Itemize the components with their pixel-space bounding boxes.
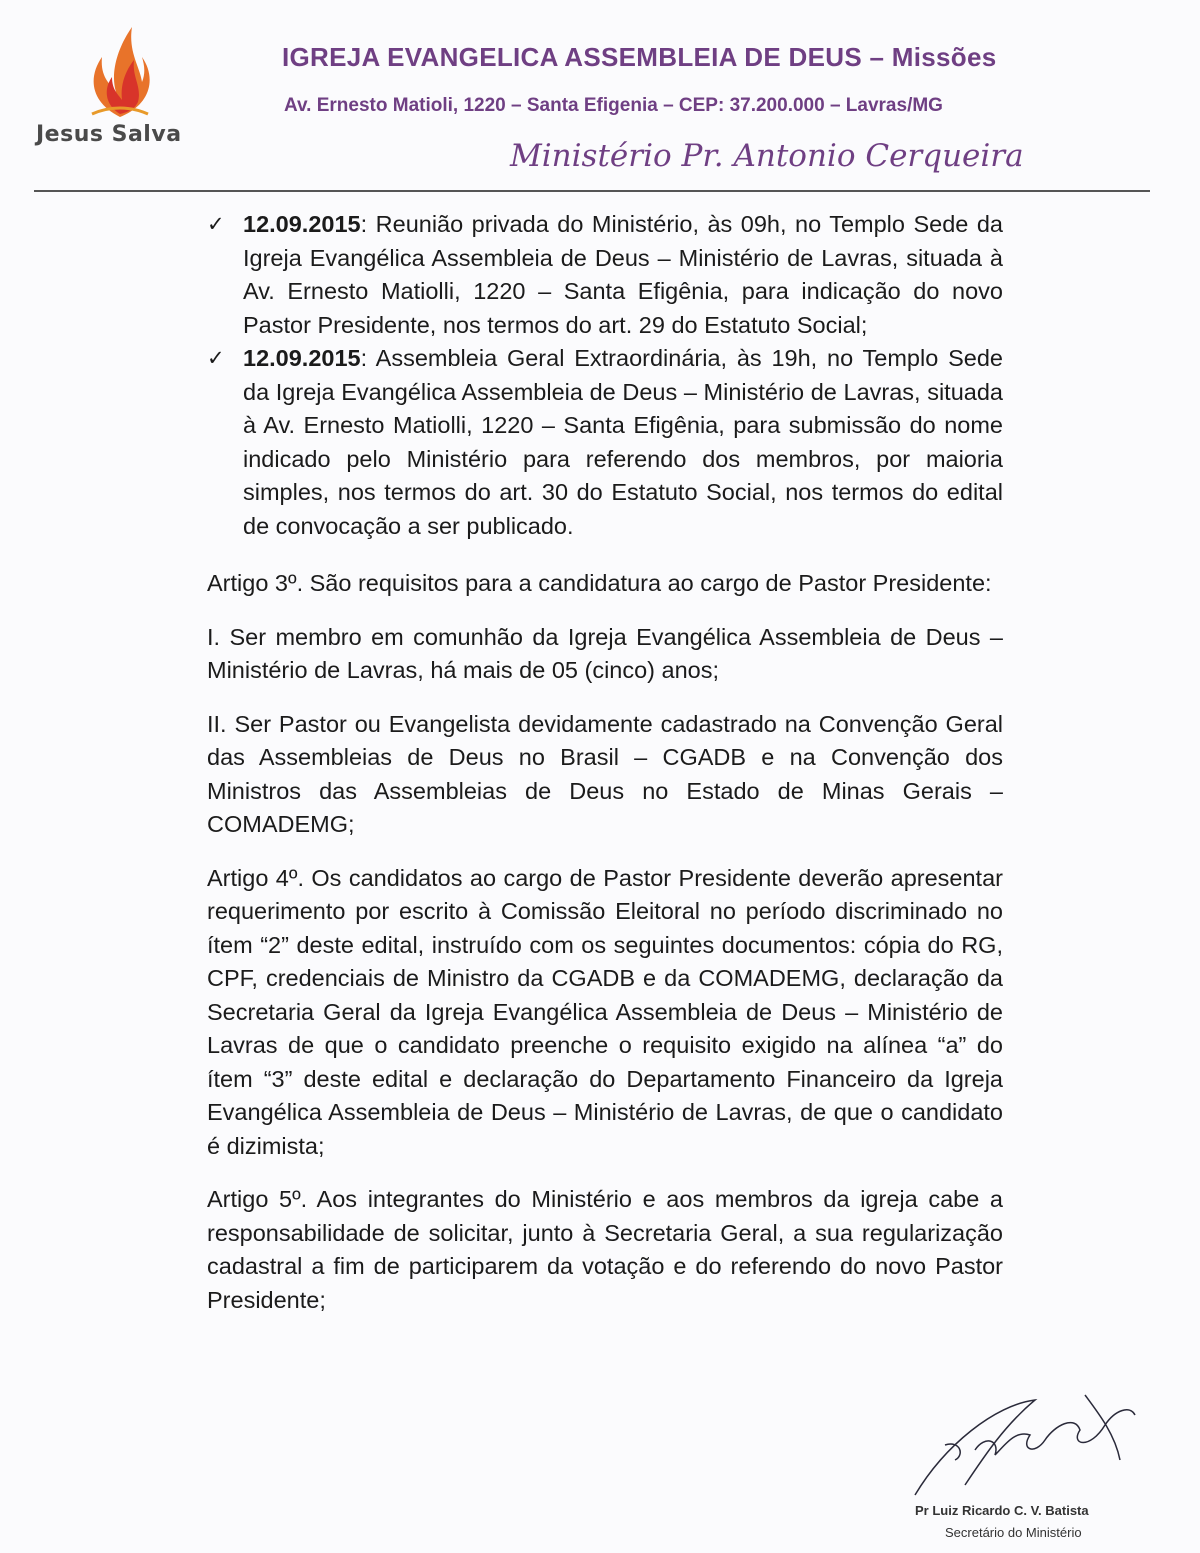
header-divider [34,190,1150,192]
checkmark-icon: ✓ [207,346,225,370]
article-4: Artigo 4º. Os candidatos ao cargo de Pastor Presidente deverão apresentar requerimento por escrito à Comissão Eleitoral no período discriminado no ítem “2” deste edital, instruído com os seguintes documentos: cópia do RG, CPF, credenciais de Ministro da CGADB e da COMADEMG, declaração da Secretaria Geral da Igreja Evangélica Assembleia de Deus – Ministério de Lavras de que o candidato preenche o requisito exigido na alínea “a” do ítem “3” deste edital e declaração do Departamento Financeiro da Igreja Evangélica Assembleia de Deus – Ministério de Lavras, de que o candidato é dizimista; [207,864,1003,1159]
handwritten-signature [905,1385,1165,1515]
document-body [207,208,1003,1317]
schedule-date: 12.09.2015 [243,211,361,237]
schedule-date: 12.09.2015 [243,345,361,371]
schedule-item [207,208,1003,342]
requirement-2: II. Ser Pastor ou Evangelista devidamente cadastrado na Convenção Geral das Assembleias de Deus no Brasil – CGADB e na Convenção dos Ministros das Assembleias de Deus no Estado de Minas Gerais – COMADEMG; [207,710,1003,837]
schedule-text: 12.09.2015: Assembleia Geral Extraordinária, às 19h, no Templo Sede da Igreja Evangélica Assembleia de Deus – Ministério de Lavras, situada à Av. Ernesto Matiolli, 1220 – Santa Efigênia, para submissão do nome indicado pelo Ministério para referendo dos membros, por maioria simples, nos termos do art. 30 do Estatuto Social, nos termos do edital de convocação a ser publicado. [243,345,1003,539]
church-address: Av. Ernesto Matioli, 1220 – Santa Efigenia – CEP: 37.200.000 – Lavras/MG [284,95,943,116]
article-3: Artigo 3º. São requisitos para a candidatura ao cargo de Pastor Presidente: [207,570,992,596]
schedule-text: 12.09.2015: Reunião privada do Ministério, às 09h, no Templo Sede da Igreja Evangélica Assembleia de Deus – Ministério de Lavras, situada à Av. Ernesto Matiolli, 1220 – Santa Efigênia, para indicação do novo Pastor Presidente, nos termos do art. 29 do Estatuto Social; [243,211,1003,338]
schedule-item [207,342,1003,543]
signature-block [905,1385,1165,1545]
signatory-name: Pr Luiz Ricardo C. V. Batista [915,1503,1089,1518]
logo-text: Jesus Salva [36,122,182,147]
church-logo [30,22,220,152]
ministry-name: Ministério Pr. Antonio Cerqueira [510,138,1024,174]
article-5: Artigo 5º. Aos integrantes do Ministério e aos membros da igreja cabe a responsabilidade de solicitar, junto à Secretaria Geral, a sua regularização cadastral a fim de participarem da votação e do referendo do novo Pastor Presidente; [207,1186,1003,1313]
signatory-role: Secretário do Ministério [945,1525,1082,1540]
church-title: IGREJA EVANGELICA ASSEMBLEIA DE DEUS – Missões [282,42,997,72]
checkmark-icon: ✓ [207,212,225,236]
flame-icon [80,22,160,122]
requirement-1: I. Ser membro em comunhão da Igreja Evangélica Assembleia de Deus – Ministério de Lavras, há mais de 05 (cinco) anos; [207,623,1003,683]
